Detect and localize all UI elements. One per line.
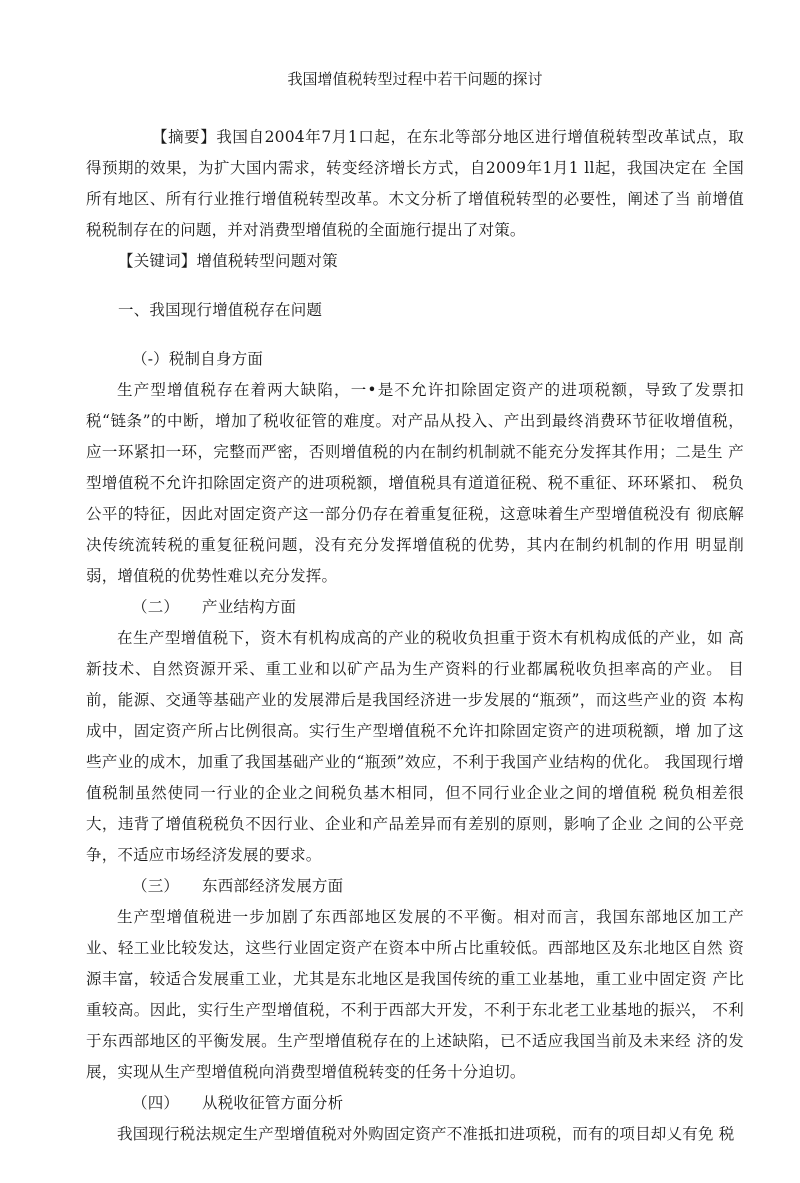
keywords: 【关键词】增值税转型问题对策 xyxy=(118,252,338,270)
subsection-number-4: （四） xyxy=(132,1094,180,1112)
subsection-number-2: （二） xyxy=(132,598,180,616)
abstract: 【摘要】我国自2004年7月1口起，在东北等部分地区进行增值税转型改革试点，取得预期的效果，为扩大国内需求，转变经济增长方式，自2009年1月1 ll起，我国决定在 全国所有地区、所有行业推行增值税转型改革。木文分析了增值税转型的必要性，阐述了当 前增值税税制存在的问题，并对消费型增值税的全面施行提出了对策。 xyxy=(86,128,744,239)
subsection-text-3: 东西部经济发展方面 xyxy=(202,877,344,895)
subsection-heading-2 xyxy=(86,592,744,623)
subsection-text-4: 从税收征管方面分析 xyxy=(202,1094,344,1112)
subsection-number-3: （三） xyxy=(132,877,180,895)
paragraph-2: 在生产型增值税下，资木有机构成高的产业的税收负担重于资木有机构成低的产业，如 高新技术、自然资源开采、重工业和以矿产品为生产资料的行业都属税收负担率高的产业。 目前，能源、交通等基础产业的发展滞后是我国经济进一步发展的“瓶颈”，而这些产业的资 本构成中，固定资产所占比例很高。实行生产型增值税不允许扣除固定资产的进项税额，增 加了这些产业的成木，加重了我国基础产业的“瓶颈”效应，不利于我国产业结构的优化。 我国现行增值税制虽然使同一行业的企业之间税负基木相同，但不同行业企业之间的增值税 税负相差很大，违背了增值税税负不因行业、企业和产品差异而有差别的原则，影响了企业 之间的公平竞争，不适应市场经济发展的要求。 xyxy=(86,629,744,864)
subsection-heading-4 xyxy=(86,1088,744,1119)
document-title: 我国增值税转型过程中若干问题的探讨 xyxy=(287,70,543,88)
paragraph-3: 生产型增值税进一步加剧了东西部地区发展的不平衡。相对而言，我国东部地区加工产业、轻工业比较发达，这些行业固定资产在资本中所占比重较低。西部地区及东北地区自然 资源丰富，较适合发展重工业，尤其是东北地区是我国传统的重工业基地，重工业中固定资 产比重较高。因此，实行生产型增值税，不利于西部大开发，不利于东北老工业基地的振兴， 不利于东西部地区的平衡发展。生产型增值税存在的上述缺陷，已不适应我国当前及未来经 济的发展，实现从生产型增值税向消费型增值税转变的任务十分迫切。 xyxy=(86,908,744,1081)
paragraph-1: 生产型增值税存在着两大缺陷，一•是不允许扣除固定资产的进项税额，导致了发票扣税“链条”的中断，增加了税收征管的难度。对产品从投入、产出到最终消费环节征收增值税，应一环紧扣一环，完整而严密，否则增值税的内在制约机制就不能充分发挥其作用；二是生 产型增值税不允许扣除固定资产的进项税额，增值税具有道道征税、税不重征、环环紧扣、 税负公平的特征，因此对固定资产这一部分仍存在着重复征税，这意味着生产型增值税没有 彻底解决传统流转税的重复征税问题，没有充分发挥增值税的优势，其内在制约机制的作用 明显削弱，增值税的优势性难以充分发挥。 xyxy=(86,381,744,585)
section-heading-1: 一、我国现行增值税存在问题 xyxy=(118,301,323,319)
subsection-heading-3 xyxy=(86,871,744,902)
paragraph-4: 我国现行税法规定生产型增值税对外购固定资产不准抵扣进项税，而有的项目却乂有免 税 xyxy=(117,1125,735,1143)
subsection-text-2: 产业结构方面 xyxy=(202,598,297,616)
subsection-heading-1: （-）税制自身方面 xyxy=(132,350,264,368)
